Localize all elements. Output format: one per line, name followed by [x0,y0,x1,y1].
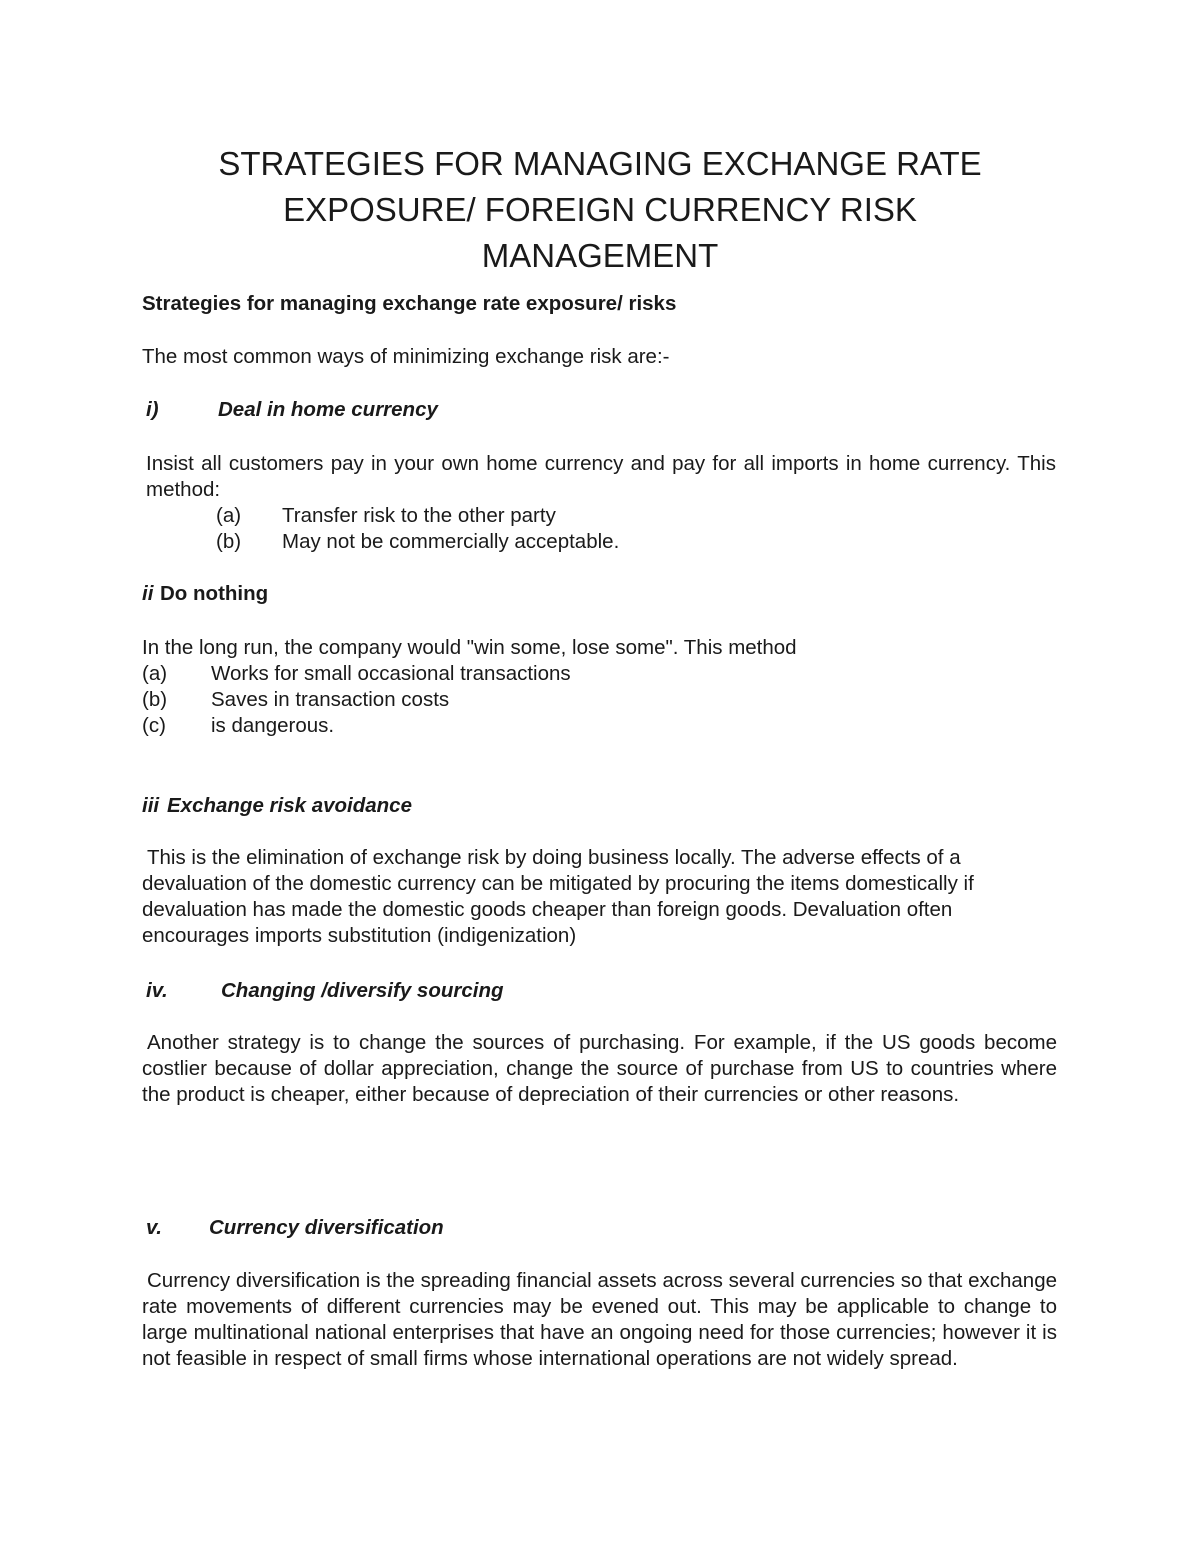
list-marker: (c) [142,714,166,737]
section-paragraph: Another strategy is to change the sources of purchasing. For example, if the US goods become costlier because of dollar appreciation, change the source of purchase from US to countries where the product is cheaper, either because of depreciation of their currencies or other reasons. [142,1031,1057,1106]
document-title [100,141,1100,279]
list-item-text: Works for small occasional transactions [211,662,571,685]
section-paragraph: Insist all customers pay in your own home currency and pay for all imports in home currency. This method: [146,452,1056,501]
section-heading: Deal in home currency [218,398,438,421]
list-item-text: May not be commercially acceptable. [282,530,620,553]
list-marker: (a) [142,662,168,685]
section-heading: Exchange risk avoidance [167,794,412,817]
list-item-text: Transfer risk to the other party [282,504,556,527]
section-heading: Currency diversification [209,1216,444,1239]
document-subtitle: Strategies for managing exchange rate exposure/ risks [142,292,677,315]
list-marker: (b) [142,688,168,711]
section-paragraph: This is the elimination of exchange risk by doing business locally. The adverse effects of a devaluation of the domestic currency can be mitigated by procuring the items domestically if devaluation has made the domestic goods cheaper than foreign goods. Devaluation often encourages imports substitution (indigenization) [142,846,974,947]
list-item-text: Saves in transaction costs [211,688,450,711]
section-number: iv. [146,979,168,1002]
list-item-text: is dangerous. [211,714,335,737]
section-number: ii [142,582,154,605]
section-number: iii [142,794,160,817]
section-heading: Do nothing [160,582,269,605]
list-marker: (a) [216,504,242,527]
list-marker: (b) [216,530,242,553]
section-paragraph: In the long run, the company would "win some, lose some". This method [142,636,797,659]
section-paragraph: Currency diversification is the spreading financial assets across several currencies so that exchange rate movements of different currencies may be evened out. This may be applicable to change to large multinational national enterprises that have an ongoing need for those currencies; however it is not feasible in respect of small firms whose international operations are not widely spread. [142,1269,1057,1370]
section-number: i) [146,398,159,421]
section-heading: Changing /diversify sourcing [221,979,504,1002]
intro-text: The most common ways of minimizing exchange risk are:- [142,345,670,368]
title-line-3: MANAGEMENT [481,237,719,274]
title-line-1: STRATEGIES FOR MANAGING EXCHANGE RATE [218,145,982,182]
section-number: v. [146,1216,162,1239]
title-line-2: EXPOSURE/ FOREIGN CURRENCY RISK [283,191,917,228]
